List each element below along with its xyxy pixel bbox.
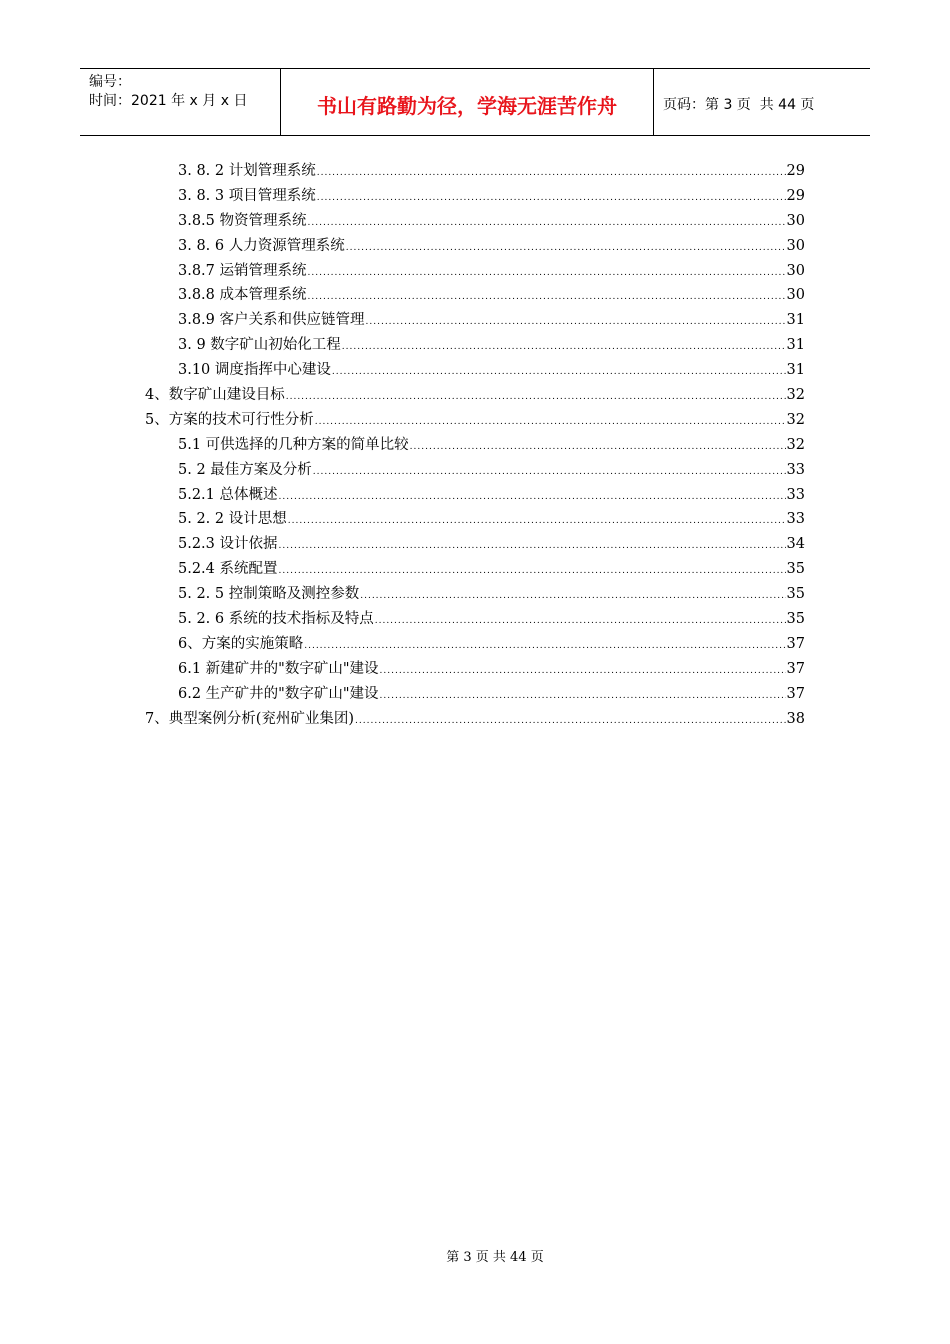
toc-entry-title: 6、方案的实施策略 xyxy=(178,635,304,652)
header-motto: 书山有路勤为径，学海无涯苦作舟 xyxy=(281,69,654,135)
toc-entry-title: 5.2.1 总体概述 xyxy=(178,486,278,503)
toc-entry-title: 5. 2. 5 控制策略及测控参数 xyxy=(178,586,360,603)
toc-entry[interactable] xyxy=(0,458,950,483)
toc-entry[interactable] xyxy=(0,283,950,308)
header-meta xyxy=(80,69,281,135)
document-number-label: 编号： xyxy=(89,74,131,90)
toc-entry-title: 3.8.8 成本管理系统 xyxy=(178,287,307,304)
toc-entry-title: 3. 8. 3 项目管理系统 xyxy=(178,187,316,204)
toc-entry[interactable] xyxy=(0,408,950,433)
toc-entry-title: 6.1 新建矿井的"数字矿山"建设 xyxy=(178,660,379,677)
document-time-label: 时间：2021 年 x 月 x 日 xyxy=(89,93,248,109)
toc-entry-page: 31 xyxy=(786,362,805,379)
toc-entry[interactable] xyxy=(0,184,950,209)
toc-entry[interactable] xyxy=(0,557,950,582)
header-page-info: 页码：第 3 页 共 44 页 xyxy=(663,97,815,113)
toc-dot-leader xyxy=(308,261,786,286)
toc-dot-leader xyxy=(355,709,786,734)
toc-entry-title: 5.1 可供选择的几种方案的简单比较 xyxy=(178,436,409,453)
toc-dot-leader xyxy=(313,460,786,485)
toc-entry-page: 35 xyxy=(786,561,805,578)
toc-entry-title: 3. 9 数字矿山初始化工程 xyxy=(178,337,341,354)
toc-dot-leader xyxy=(317,161,786,186)
toc-entry[interactable] xyxy=(0,532,950,557)
toc-entry-page: 35 xyxy=(786,586,805,603)
toc-dot-leader xyxy=(410,435,786,460)
toc-dot-leader xyxy=(360,584,785,609)
table-of-contents xyxy=(0,159,950,731)
toc-dot-leader xyxy=(279,534,786,559)
toc-dot-leader xyxy=(279,485,786,510)
toc-entry-title: 5.2.3 设计依据 xyxy=(178,536,278,553)
toc-entry-title: 4、数字矿山建设目标 xyxy=(145,387,285,404)
toc-entry-page: 33 xyxy=(786,461,805,478)
toc-entry-page: 30 xyxy=(786,262,805,279)
toc-entry-title: 5. 2. 6 系统的技术指标及特点 xyxy=(178,611,374,628)
toc-entry-page: 34 xyxy=(786,536,805,553)
toc-entry[interactable] xyxy=(0,507,950,532)
toc-entry-page: 29 xyxy=(786,163,805,179)
toc-entry-page: 37 xyxy=(786,660,805,677)
toc-entry[interactable] xyxy=(0,383,950,408)
toc-entry-title: 5.2.4 系统配置 xyxy=(178,561,278,578)
toc-entry[interactable] xyxy=(0,234,950,259)
toc-dot-leader xyxy=(332,360,786,385)
toc-entry-page: 30 xyxy=(786,212,805,229)
toc-entry[interactable] xyxy=(0,483,950,508)
toc-entry-page: 32 xyxy=(786,436,805,453)
toc-entry-page: 38 xyxy=(786,710,805,727)
toc-dot-leader xyxy=(308,285,786,310)
toc-entry-page: 32 xyxy=(786,411,805,428)
toc-entry[interactable] xyxy=(0,607,950,632)
toc-dot-leader xyxy=(380,684,786,709)
toc-entry[interactable] xyxy=(0,209,950,234)
toc-entry-title: 3.8.7 运销管理系统 xyxy=(178,262,307,279)
toc-entry[interactable] xyxy=(0,159,950,184)
page-header xyxy=(80,68,870,136)
toc-dot-leader xyxy=(346,236,786,261)
toc-entry[interactable] xyxy=(0,259,950,284)
toc-entry[interactable] xyxy=(0,358,950,383)
toc-entry[interactable] xyxy=(0,308,950,333)
toc-entry-page: 37 xyxy=(786,635,805,652)
toc-entry-title: 7、典型案例分析(兖州矿业集团) xyxy=(145,710,355,727)
toc-entry-title: 3.10 调度指挥中心建设 xyxy=(178,362,331,379)
toc-entry-title: 5. 2 最佳方案及分析 xyxy=(178,461,312,478)
toc-dot-leader xyxy=(315,410,786,435)
toc-entry-page: 33 xyxy=(786,486,805,503)
toc-entry-title: 5、方案的技术可行性分析 xyxy=(145,411,314,428)
toc-dot-leader xyxy=(308,211,786,236)
toc-entry[interactable] xyxy=(0,433,950,458)
toc-entry-page: 37 xyxy=(786,685,805,702)
toc-entry-title: 3.8.5 物资管理系统 xyxy=(178,212,307,229)
toc-entry[interactable] xyxy=(0,657,950,682)
toc-dot-leader xyxy=(342,335,786,360)
toc-entry-page: 31 xyxy=(786,337,805,354)
page-footer: 第 3 页 共 44 页 xyxy=(446,1250,544,1265)
toc-dot-leader xyxy=(375,609,786,634)
toc-dot-leader xyxy=(380,659,786,684)
toc-entry[interactable] xyxy=(0,632,950,657)
toc-dot-leader xyxy=(279,559,786,584)
toc-entry-page: 30 xyxy=(786,287,805,304)
toc-entry-title: 3.8.9 客户关系和供应链管理 xyxy=(178,312,365,329)
toc-entry-title: 5. 2. 2 设计思想 xyxy=(178,511,287,528)
toc-entry-title: 6.2 生产矿井的"数字矿山"建设 xyxy=(178,685,379,702)
toc-dot-leader xyxy=(288,509,786,534)
toc-entry-title: 3. 8. 2 计划管理系统 xyxy=(178,163,316,179)
toc-entry-title: 3. 8. 6 人力资源管理系统 xyxy=(178,237,345,254)
toc-dot-leader xyxy=(317,186,786,211)
toc-entry[interactable] xyxy=(0,707,950,732)
toc-entry-page: 31 xyxy=(786,312,805,329)
toc-entry[interactable] xyxy=(0,682,950,707)
toc-entry[interactable] xyxy=(0,333,950,358)
toc-entry-page: 35 xyxy=(786,611,805,628)
toc-dot-leader xyxy=(304,634,785,659)
toc-dot-leader xyxy=(286,385,786,410)
toc-entry-page: 30 xyxy=(786,237,805,254)
toc-entry[interactable] xyxy=(0,582,950,607)
toc-entry-page: 33 xyxy=(786,511,805,528)
toc-dot-leader xyxy=(366,310,786,335)
toc-entry-page: 32 xyxy=(786,387,805,404)
toc-entry-page: 29 xyxy=(786,187,805,204)
